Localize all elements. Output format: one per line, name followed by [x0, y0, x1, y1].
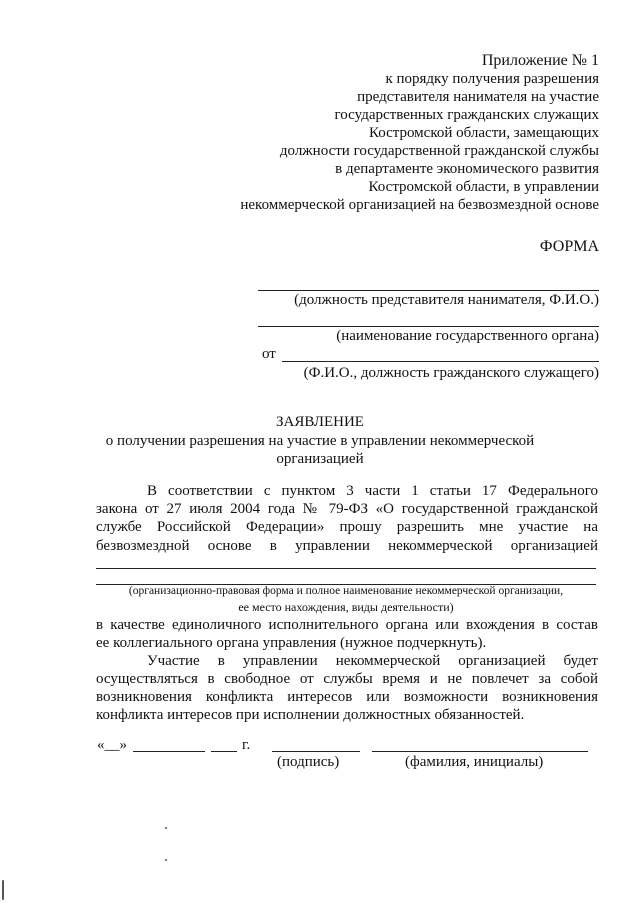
scan-speck: [2, 880, 4, 900]
from-line: [282, 361, 599, 362]
header-line: должности государственной гражданской службы: [279, 143, 599, 159]
scan-speck: [165, 859, 167, 861]
paragraph-line: возникновения конфликта интересов или возможности возникновения: [96, 689, 598, 705]
paragraph-line: службе Российской Федерации» прошу разрешить мне участие на: [96, 519, 598, 535]
paragraph-line: в качестве единоличного исполнительного органа или вхождения в состав: [96, 617, 598, 633]
org-name-line-1: [96, 568, 596, 569]
header-line: Костромской области, в управлении: [368, 179, 599, 195]
scan-speck: [165, 827, 167, 829]
header-line: Костромской области, замещающих: [368, 125, 599, 141]
date-day-field: «__»: [97, 737, 127, 753]
position-caption: (должность представителя нанимателя, Ф.И.О.): [294, 292, 599, 308]
paragraph-line: закона от 27 июля 2004 года № 79-ФЗ «О государственной гражданской: [96, 501, 598, 517]
header-line: государственных гражданских служащих: [334, 107, 599, 123]
from-label: от: [262, 346, 276, 362]
paragraph-line: ее коллегиального органа управления (нужное подчеркнуть).: [96, 635, 487, 651]
form-label: ФОРМА: [539, 238, 599, 255]
org-caption: (организационно-правовая форма и полное наименование некоммерческой организации,: [128, 585, 564, 597]
name-line: [372, 751, 588, 752]
organ-caption: (наименование государственного органа): [336, 328, 599, 344]
paragraph-line: осуществляться в свободное от службы время и не повлечет за собой: [96, 671, 598, 687]
signature-caption: (подпись): [277, 754, 340, 770]
org-caption: ее место нахождения, виды деятельности): [238, 600, 454, 614]
appendix-number: Приложение № 1: [481, 52, 599, 69]
header-line: некоммерческой организацией на безвозмездной основе: [240, 197, 599, 213]
paragraph-line: конфликта интересов при исполнении должностных обязанностей.: [96, 707, 525, 723]
signature-line: [272, 751, 360, 752]
position-line: [258, 290, 599, 291]
from-caption: (Ф.И.О., должность гражданского служащего): [303, 365, 599, 381]
header-line: в департаменте экономического развития: [335, 161, 599, 177]
document-title: ЗАЯВЛЕНИЕ: [276, 414, 364, 430]
date-month-line: [133, 751, 205, 752]
title-subline: о получении разрешения на участие в управлении некоммерческой: [105, 433, 535, 449]
paragraph-line: Участие в управлении некоммерческой организацией будет: [147, 653, 598, 669]
organ-line: [258, 326, 599, 327]
header-line: к порядку получения разрешения: [385, 71, 599, 87]
year-suffix: г.: [242, 737, 251, 753]
date-year-line: [211, 751, 237, 752]
title-subline: организацией: [276, 451, 364, 467]
header-block: [0, 52, 599, 222]
header-line: представителя нанимателя на участие: [357, 89, 599, 105]
paragraph-line: В соответствии с пунктом 3 части 1 статьи 17 Федерального: [147, 483, 598, 499]
name-caption: (фамилия, инициалы): [405, 754, 544, 770]
paragraph-line: безвозмездной основе в управлении некоммерческой организацией: [96, 538, 598, 554]
